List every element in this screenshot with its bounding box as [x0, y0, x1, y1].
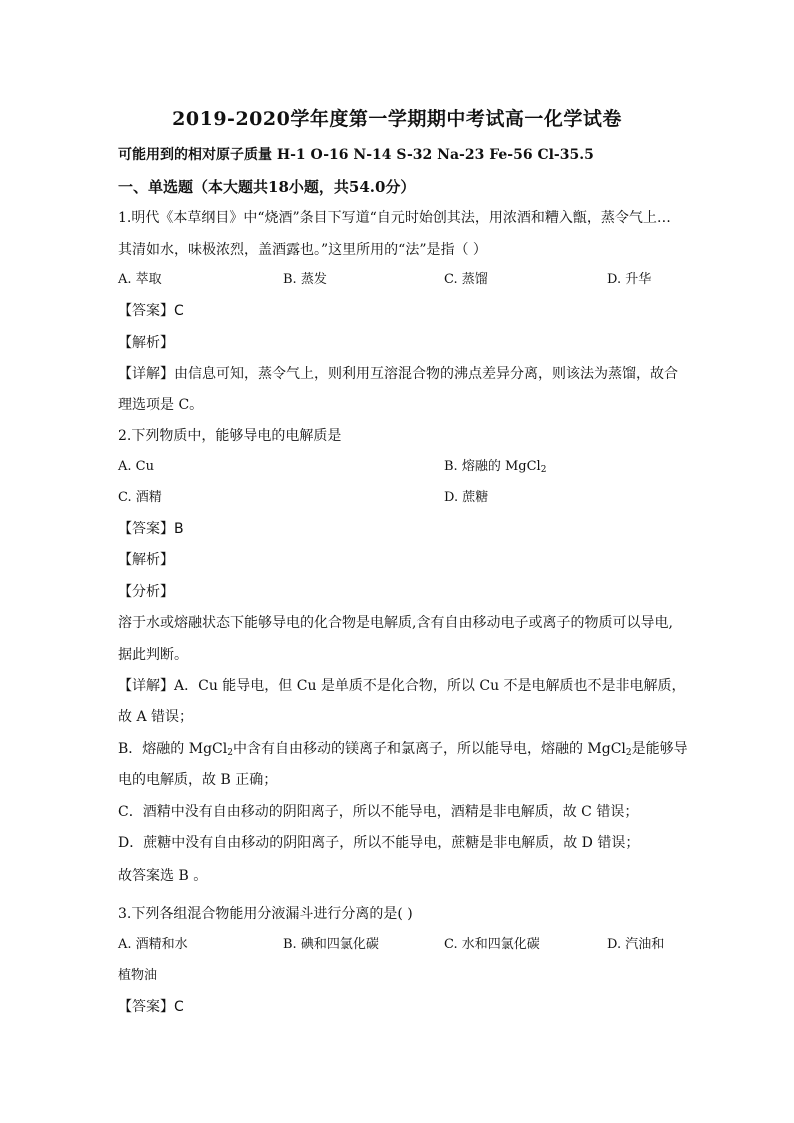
q2-option-d: D. 蔗糖 [444, 490, 489, 505]
q2-detail-b-line1: B．熔融的 MgCl$_2$中含有自由移动的镁离子和氯离子，所以能导电，熔融的 MgCl$_2$是能够导 [118, 741, 688, 758]
q2-detail-d: D．蔗糖中没有自由移动的阴阳离子，所以不能导电，蔗糖是非电解质，故 D 错误； [118, 835, 640, 851]
q3-option-d-continued: 植物油 [118, 968, 158, 983]
q2-detail-b-line2: 电的电解质，故 B 正确； [118, 772, 278, 788]
q1-option-a: A. 萃取 [118, 272, 162, 287]
q3-option-d: D. 汽油和 [607, 937, 665, 952]
q2-answer: 【答案】B [118, 521, 184, 537]
q1-option-d: D. 升华 [607, 272, 652, 287]
q2-option-c: C. 酒精 [118, 490, 162, 505]
q2-detail-a-line1: 【详解】A．Cu 能导电，但 Cu 是单质不是化合物，所以 Cu 不是电解质也不是非电解质， [118, 678, 686, 694]
q1-stem-line1: 1.明代《本草纲目》中“烧酒”条目下写道“自元时始创其法，用浓酒和糟入甑，蒸令气上… [118, 210, 671, 226]
atomic-mass-line: 可能用到的相对原子质量 H-1 O-16 N-14 S-32 Na-23 Fe-56 Cl-35.5 [118, 147, 594, 163]
q3-option-c: C. 水和四氯化碳 [444, 937, 540, 952]
q2-detail-a-line2: 故 A 错误； [118, 709, 194, 725]
q2-stem: 2.下列物质中，能够导电的电解质是 [118, 428, 342, 444]
q3-option-b: B. 碘和四氯化碳 [283, 937, 379, 952]
q2-option-a: A. Cu [118, 459, 154, 474]
q2-fenxi-label: 【分析】 [118, 584, 174, 600]
q1-detail-line1: 【详解】由信息可知，蒸令气上，则利用互溶混合物的沸点差异分离，则该法为蒸馏，故合 [118, 366, 678, 382]
q1-stem-line2: 其清如水，味极浓烈，盖酒露也。”这里所用的“法”是指（ ） [118, 242, 487, 258]
q3-answer: 【答案】C [118, 999, 184, 1015]
q1-option-c: C. 蒸馏 [444, 272, 488, 287]
q1-detail-line2: 理选项是 C。 [118, 397, 204, 413]
q2-option-b: B. 熔融的 MgCl$_2$ [444, 459, 547, 475]
q2-analysis-label: 【解析】 [118, 552, 174, 568]
q1-analysis-label: 【解析】 [118, 335, 174, 351]
section-heading: 一、单选题（本大题共18小题，共54.0分） [118, 178, 416, 196]
page-title: 2019-2020学年度第一学期期中考试高一化学试卷 [172, 108, 622, 130]
q3-option-a: A. 酒精和水 [118, 937, 188, 952]
q1-answer: 【答案】C [118, 303, 184, 319]
q2-detail-c: C．酒精中没有自由移动的阴阳离子，所以不能导电，酒精是非电解质，故 C 错误； [118, 804, 639, 820]
q1-option-b: B. 蒸发 [283, 272, 327, 287]
q3-stem: 3.下列各组混合物能用分液漏斗进行分离的是( ) [118, 906, 413, 922]
q2-fenxi-line1: 溶于水或熔融状态下能够导电的化合物是电解质,含有自由移动电子或离子的物质可以导电, [118, 615, 673, 631]
q2-fenxi-line2: 据此判断。 [118, 647, 188, 663]
q2-conclusion: 故答案选 B 。 [118, 868, 208, 884]
